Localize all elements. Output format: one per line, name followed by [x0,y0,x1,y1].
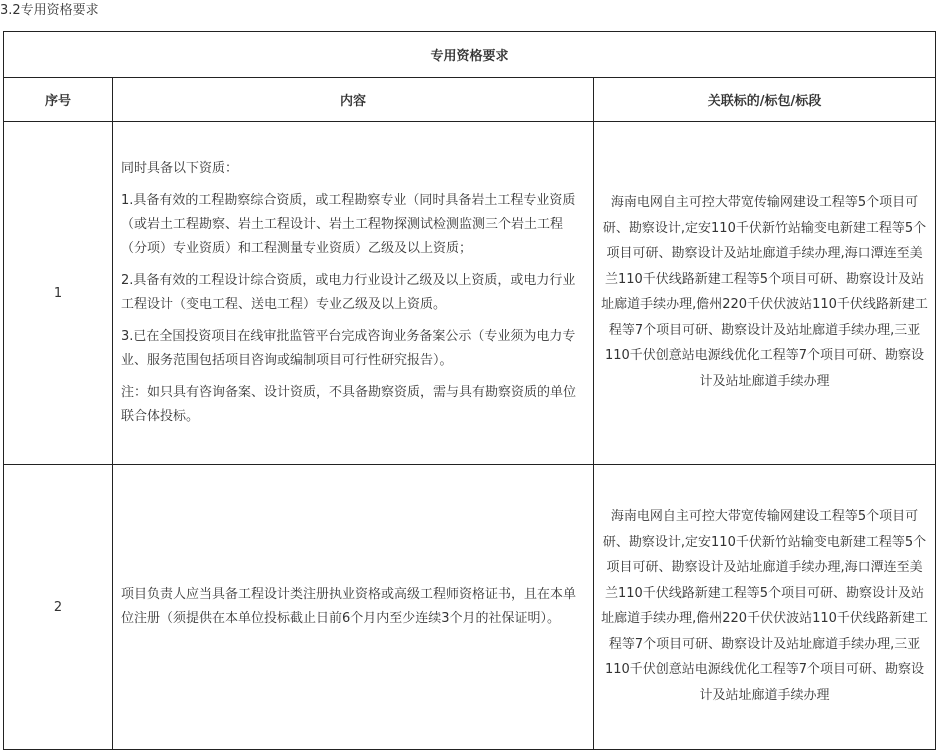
table-row [4,465,936,750]
row-content [113,122,594,465]
content-paragraph: 2.具备有效的工程设计综合资质，或电力行业设计乙级及以上资质，或电力行业工程设计（变电工程、送电工程）专业乙级及以上资质。 [121,273,576,312]
section-heading: 3.2专用资格要求 [0,3,99,18]
content-paragraph: 同时具备以下资质： [121,161,239,176]
table-header-row [4,78,936,122]
content-paragraph: 项目负责人应当具备工程设计类注册执业资格或高级工程师资格证书，且在本单位注册（须提供在本单位投标截止日前6个月内至少连续3个月的社保证明）。 [121,587,577,626]
header-related: 关联标的/标包/标段 [594,78,936,122]
row-related: 海南电网自主可控大带宽传输网建设工程等5个项目可研、勘察设计,定安110千伏新竹站输变电新建工程等5个项目可研、勘察设计及站址廊道手续办理,海口潭连至美兰110千伏线路新建工程等5个项目可研、勘察设计及站址廊道手续办理,儋州220千伏伏波站110千伏线路新建工程等7个项目可研、勘察设计及站址廊道手续办理,三亚110千伏创意站电源线优化工程等7个项目可研、勘察设计及站址廊道手续办理 [594,465,936,750]
content-paragraph: 1.具备有效的工程勘察综合资质，或工程勘察专业（同时具备岩土工程专业资质（或岩土工程勘察、岩土工程设计、岩土工程物探测试检测监测三个岩土工程（分项）专业资质）和工程测量专业资质）乙级及以上资质； [121,193,576,256]
header-index: 序号 [4,78,113,122]
content-paragraph: 注：如只具有咨询备案、设计资质，不具备勘察资质，需与具有勘察资质的单位联合体投标。 [121,385,577,424]
table-title: 专用资格要求 [4,32,936,78]
content-paragraph: 3.已在全国投资项目在线审批监管平台完成咨询业务备案公示（专业须为电力专业、服务范围包括项目咨询或编制项目可行性研究报告）。 [121,329,576,368]
header-content: 内容 [113,78,594,122]
row-index: 2 [4,465,113,750]
qualification-table [3,31,936,750]
row-related: 海南电网自主可控大带宽传输网建设工程等5个项目可研、勘察设计,定安110千伏新竹站输变电新建工程等5个项目可研、勘察设计及站址廊道手续办理,海口潭连至美兰110千伏线路新建工程等5个项目可研、勘察设计及站址廊道手续办理,儋州220千伏伏波站110千伏线路新建工程等7个项目可研、勘察设计及站址廊道手续办理,三亚110千伏创意站电源线优化工程等7个项目可研、勘察设计及站址廊道手续办理 [594,122,936,465]
table-row [4,122,936,465]
row-content [113,465,594,750]
table-title-row [4,32,936,78]
row-index: 1 [4,122,113,465]
